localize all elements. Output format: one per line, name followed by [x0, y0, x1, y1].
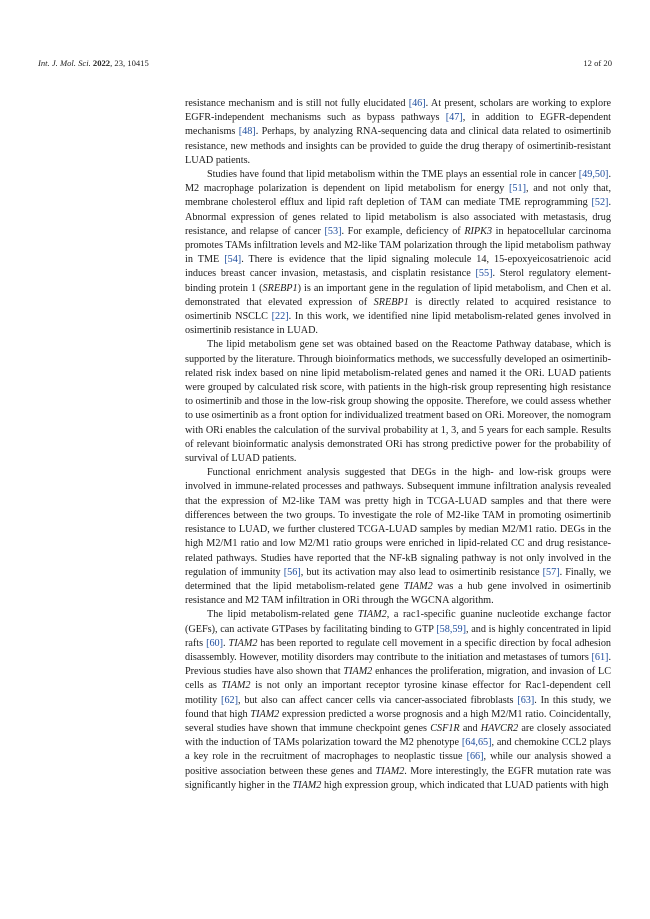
- text-run: . At present, scholars are working to explore EGFR-independent mechanisms such as bypass pathways: [185, 98, 611, 124]
- text-run: . More interestingly, the EGFR mutation rate was significantly higher in the: [185, 765, 611, 791]
- text-run: Studies have found that lipid metabolism within the TME plays an essential role in cancer: [207, 169, 579, 181]
- text-run: ) is an important gene in the regulation of lipid metabolism, and Chen et al. demonstrated that elevated expression of: [185, 282, 611, 308]
- paragraph-ori-risk-index: [185, 338, 611, 466]
- citation-link[interactable]: [53]: [324, 225, 342, 237]
- text-run: . M2 macrophage polarization is dependent on lipid metabolism for energy: [185, 169, 611, 195]
- gene-name: TIAM2: [403, 580, 433, 592]
- text-run: , a rac1-specific guanine nucleotide exchange factor (GEFs), can activate GTPases by facilitating binding to GTP: [185, 609, 611, 635]
- text-run: . In this study, we found that high: [185, 694, 612, 720]
- text-run: enhances the proliferation, migration, and invasion of LC cells as: [185, 666, 611, 692]
- citation-link[interactable]: [51]: [509, 183, 526, 195]
- gene-name: TIAM2: [292, 779, 322, 791]
- citation-link[interactable]: [62]: [221, 694, 239, 706]
- text-run: , and not only that, membrane cholesterol efflux and lipid raft depletion of TAM can mediate TME reprogramming: [185, 183, 611, 209]
- gene-name: TIAM2: [250, 708, 280, 720]
- citation-link[interactable]: [61]: [591, 651, 609, 663]
- citation-link[interactable]: [55]: [475, 268, 493, 280]
- citation-link[interactable]: [52]: [591, 197, 609, 209]
- text-run: . Finally, we determined that the lipid metabolism-related gene: [185, 566, 611, 592]
- citation-link[interactable]: [46]: [408, 98, 426, 109]
- gene-name: TIAM2: [357, 609, 387, 621]
- page-header: [38, 58, 612, 68]
- citation-link[interactable]: [54]: [224, 254, 242, 266]
- text-run: , and is highly concentrated in lipid rafts: [185, 623, 611, 649]
- text-run: and: [459, 722, 481, 734]
- text-run: The lipid metabolism-related gene: [207, 609, 358, 621]
- text-run: , but its activation may also lead to osimertinib resistance: [300, 566, 543, 578]
- citation-link[interactable]: [49,50]: [578, 169, 609, 181]
- text-run: . In this work, we identified nine lipid metabolism-related genes involved in osimertinib resistance in LUAD.: [185, 311, 611, 337]
- citation-link[interactable]: [22]: [271, 311, 289, 323]
- gene-name: SREBP1: [373, 296, 409, 308]
- gene-name: CSF1R: [430, 722, 460, 734]
- text-run: , in addition to EGFR-dependent mechanisms: [185, 112, 611, 138]
- citation-link[interactable]: [56]: [283, 566, 301, 578]
- text-run: , and chemokine CCL2 plays a key role in the recruitment of macrophages to neoplastic tissue: [185, 737, 611, 763]
- citation-link[interactable]: [66]: [466, 751, 484, 763]
- text-run: is not only an important receptor tyrosine kinase effector for Rac1-dependent cell motility: [185, 680, 612, 706]
- gene-name: RIPK3: [464, 225, 493, 237]
- citation-link[interactable]: [64,65]: [461, 737, 492, 749]
- citation-link[interactable]: [47]: [445, 112, 463, 124]
- text-run: . Abnormal expression of genes related to lipid metabolism is also associated with metastasis, drug resistance, and relapse of cancer: [185, 197, 611, 237]
- paragraph-continuation: [185, 97, 611, 168]
- citation-link[interactable]: [57]: [542, 566, 560, 578]
- text-run: are closely associated with the induction of TAMs polarization toward the M2 phenotype: [185, 722, 611, 749]
- gene-name: HAVCR2: [480, 722, 519, 734]
- article-body: [185, 97, 611, 793]
- gene-name: SREBP1: [262, 282, 298, 294]
- journal-name: Int. J. Mol. Sci.: [38, 58, 91, 68]
- journal-year: 2022: [92, 58, 111, 68]
- citation-link[interactable]: [48]: [238, 126, 256, 138]
- journal-volume-article: , 23, 10415: [110, 58, 149, 68]
- gene-name: TIAM2: [375, 765, 405, 777]
- text-run: has been reported to regulate cell movement in a specific direction by focal adhesion disassembly. However, motility disorders may contribute to the initiation and metastases of tumors: [185, 637, 612, 663]
- text-run: Functional enrichment analysis suggested that DEGs in the high- and low-risk groups were involved in immune-related processes and pathways. Subsequent immune infiltration analysis revealed that the expression of M2-like TAM was pretty high in TCGA-LUAD samples and that there were differences between the two groups. To investigate the role of M2-like TAM in promoting osimertinib resistance to LUAD, we further clustered TCGA-LUAD samples by median M2/M1 ratio. DEGs in the high M2/M1 ratio and low M2/M1 ratio groups were enriched in lipid-related CC and drug resistance-related pathways. Studies have reported that the NF-kB signaling pathway is not only involved in the regulation of immunity: [185, 467, 611, 578]
- text-run: resistance mechanism and is still not fully elucidated: [185, 98, 409, 109]
- text-run: . Perhaps, by analyzing RNA-sequencing data and clinical data related to osimertinib resistance, new methods and insights can be provided to guide the drug therapy of osimertinib-resistant LUAD patients.: [185, 126, 611, 166]
- text-run: , while our analysis showed a positive association between these genes and: [185, 751, 611, 777]
- gene-name: TIAM2: [343, 666, 373, 678]
- paragraph-tiam2: [185, 608, 611, 793]
- text-run: was a hub gene involved in osimertinib resistance and M2 TAM infiltration in ORi through the WGCNA algorithm.: [185, 580, 611, 607]
- text-run: high expression group, which indicated that LUAD patients with high: [321, 779, 609, 791]
- text-run: . For example, deficiency of: [341, 225, 465, 237]
- paragraph-functional-enrichment: [185, 466, 611, 608]
- text-run: is directly related to acquired resistance to osimertinib NSCLC: [185, 296, 611, 323]
- citation-link[interactable]: [60]: [206, 637, 224, 649]
- citation-link[interactable]: [58,59]: [436, 623, 466, 635]
- journal-citation: [38, 58, 149, 68]
- text-run: . There is evidence that the lipid signaling molecule 14, 15-epoxyeicosatrienoic acid induces breast cancer invasion, metastasis, and cisplatin resistance: [185, 254, 611, 280]
- text-run: in hepatocellular carcinoma promotes TAMs infiltration levels and M2-like TAM polarization through the lipid metabolism pathway in TME: [185, 225, 611, 266]
- citation-link[interactable]: [63]: [517, 694, 535, 706]
- text-run: . Sterol regulatory element-binding protein 1 (: [185, 268, 611, 294]
- text-run: , but also can affect cancer cells via cancer-associated fibroblasts: [238, 694, 518, 706]
- text-run: expression predicted a worse prognosis and a high M2/M1 ratio. Coincidentally, several studies have shown that immune checkpoint genes: [185, 708, 611, 734]
- text-run: The lipid metabolism gene set was obtained based on the Reactome Pathway database, which is supported by the literature. Through bioinformatics methods, we successfully developed an osimertinib-related risk index based on nine lipid metabolism-related genes and named it the ORi. LUAD patients were grouped by calculated risk score, with patients in the high-risk group representing high resistance to osimertinib and those in the low-risk group showing the opposite. Therefore, we could assess whether to use osimertinib as a front option for individualized treatment based on ORi. Moreover, the nomogram with ORi enables the calculation of the survival probability at 1, 3, and 5 years for each sample. Results of relevant bioinformatic analysis demonstrated ORi has strong predictive power for the probability of survival of LUAD patients.: [185, 339, 611, 465]
- gene-name: TIAM2: [228, 637, 258, 649]
- gene-name: TIAM2: [221, 680, 251, 692]
- paragraph-lipid-metabolism-tme: [185, 168, 611, 338]
- page-number: 12 of 20: [583, 58, 612, 68]
- text-run: .: [223, 637, 229, 649]
- text-run: . Previous studies have also shown that: [185, 651, 611, 678]
